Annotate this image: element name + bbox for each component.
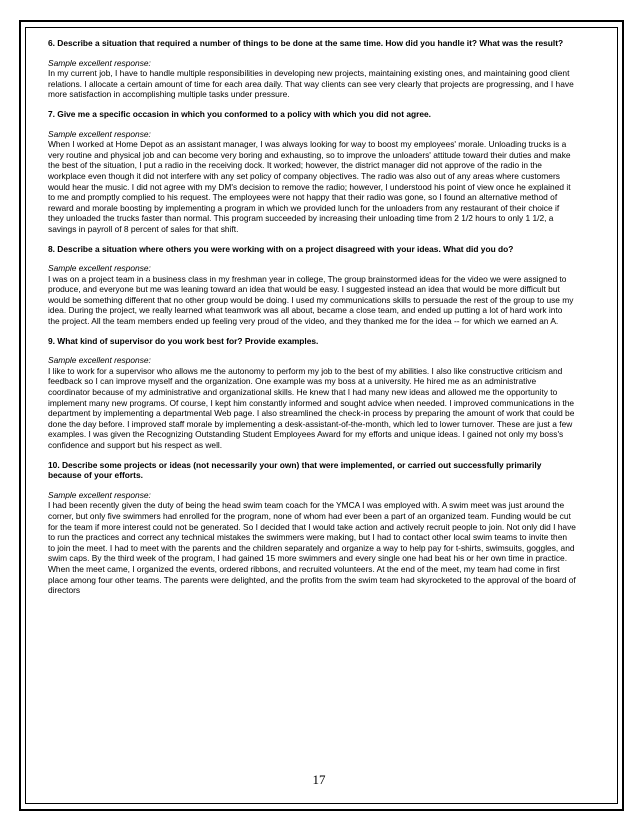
response-text: In my current job, I have to handle multiple responsibilities in developing new projects, maintaining existing ones, and maintaining good client relations. I allocate a certain amount of time for each area daily. That way clients can see very clearly that projects are progressing, and I have more satisfaction in accomplishing multiple tasks under pressure.: [48, 68, 574, 100]
question-heading: 7. Give me a specific occasion in which you conformed to a policy with which you did not agree.: [48, 108, 432, 119]
section-q6: [48, 38, 576, 100]
response-text: I was on a project team in a business class in my freshman year in college, The group brainstormed ideas for the video we were assigned to produce, and everyone but me was leaning toward an idea that would be easy. I suggested instead an idea that would be more difficult but would be something different that no other group would be doing. I used my communications skills to persuade the rest of the group to use my idea. During the project, we really learned what teamwork was all about, became a close team, and ended up putting a lot of hard work into the project. All the team members ended up feeling very proud of the video, and they thanked me for the idea -- for which we earned an A.: [48, 273, 574, 327]
response-text: I had been recently given the duty of being the head swim team coach for the YMCA I was employed with. A swim meet was just around the corner, but only five swimmers had enrolled for the program, none of whom had ever been a part of an organized team. Funding would be cut for the team if more interest could not be generated. So I decided that I would take action and actively recruit people to join. Not only did I have to run the practices and correct any technical mistakes the swimmers were making, but I had to contact other local swim teams to invite then to join the meet. I had to meet with the parents and the children separately and organize a way to help pay for t-shirts, swimsuits, goggles, and swim caps. By the third week of the program, I had gained 15 more swimmers and every single one had beat his or her own time in practice. When the meet came, I organized the events, ordered ribbons, and recruited volunteers. At the end of the meet, my team had come in first place among four other teams. The parents were delighted, and the profits from the swim team had skyrocketed to the approval of the board of directors: [48, 500, 576, 596]
page-number: 17: [312, 772, 326, 787]
section-q9: [48, 336, 576, 451]
response-label: Sample excellent response:: [48, 489, 151, 500]
question-heading: 6. Describe a situation that required a number of things to be done at the same time. How did you handle it? What was the result?: [48, 38, 564, 48]
response-text: When I worked at Home Depot as an assistant manager, I was always looking for way to boost my employees' morale. Unloading trucks is a very routine and physical job and can become very boring and exhausting, so to improve the unloaders' attitude toward their duties and make the best of the situation, I put a radio in the receiving dock. It worked; however, the district manager did not approve of the radio in the workplace even though it did not interfere with any set policy of company objectives. The radio was also out of any areas where customers would hear the music. I did not agree with my DM's decision to remove the radio; however, I understood his point of view once he explained it to me and promptly complied to his request. The employees were not happy that their radio was gone, so I found an alternative method of reward and morale boosting by implementing a program in which we provided lunch for the unloaders from any restaurant of their choice if they unloaded the trucks faster than normal. This program succeeded by increasing their unloading time from 2 1/2 hours to only 1 1/2, a savings in payroll of 8 percent of sales for that shift.: [48, 139, 571, 234]
page-content: [48, 38, 576, 605]
question-heading: 9. What kind of supervisor do you work best for? Provide examples.: [48, 335, 319, 346]
section-q10: [48, 460, 576, 596]
section-q8: [48, 244, 576, 327]
response-label: Sample excellent response:: [48, 355, 151, 366]
response-text: I like to work for a supervisor who allows me the autonomy to perform my job to the best of my abilities. I also like constructive criticism and feedback so I can improve myself and the organization. One example was my boss at a university. He hired me as an administrative coordinator because of my administrative and organizational skills. He knew that I had many new ideas and allowed me the opportunity to implement many new programs. Of course, I kept him constantly informed and sought advice when needed. I improved communications in the department by implementing a departmental Web page. I also streamlined the check-in process by preparing the amount of work that could be done the day before. I improved staff morale by implementing a desk-assistant-of-the-month, which led to lower turnover. These are just a few examples. I was given the Recognizing Outstanding Student Employees Award for my efforts and unique ideas. I gained not only my boss's confidence and support but his respect as well.: [48, 365, 575, 450]
section-q7: [48, 109, 576, 235]
response-label: Sample excellent response:: [48, 57, 151, 68]
response-label: Sample excellent response:: [48, 263, 151, 274]
response-label: Sample excellent response:: [48, 128, 151, 139]
question-heading: 10. Describe some projects or ideas (not necessarily your own) that were implemented, or carried out successfully primarily because of your efforts.: [48, 459, 542, 481]
question-heading: 8. Describe a situation where others you were working with on a project disagreed with your ideas. What did you do?: [48, 243, 514, 254]
